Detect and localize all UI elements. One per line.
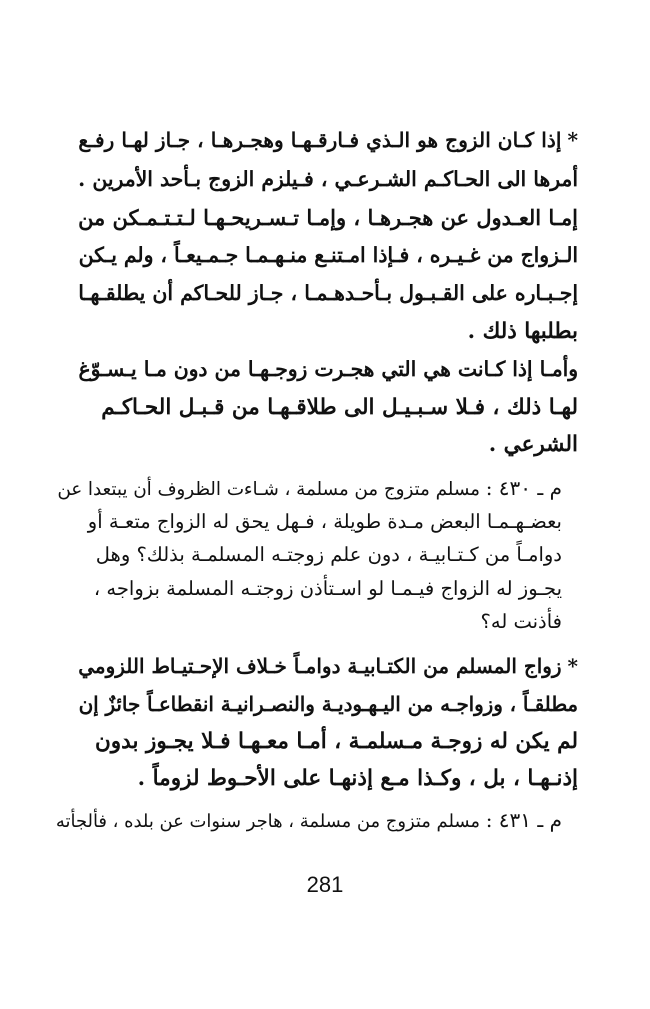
question-430-line-2: بعضـهـمـا البعض مـدة طويلة ، فـهل يحق له الزواج متعـة أو	[87, 510, 562, 533]
answer-1-line-1: *إذا كـان الزوج هو الـذي فـارقـهـا وهجـرهـا ، جـاز لهـا رفـع	[78, 128, 578, 152]
answer-1-line-2: أمرها الى الحـاكـم الشـرعـي ، فـيلزم الزوج بـأحد الأمرين .	[78, 167, 578, 191]
answer-1-line-3: إمـا العـدول عن هجـرهـا ، وإمـا تـسـريحـهـا لـتـتـمـكن من	[78, 205, 578, 230]
answer-2-line-1: وأمـا إذا كـانت هي التي هجـرت زوجـهـا من دون مـا يـسـوّغ	[78, 357, 578, 381]
question-431-line-1: م ـ ٤٣١ : مسلم متزوج من مسلمة ، هاجر سنوات عن بلده ، فألجأته	[55, 808, 562, 832]
question-430-line-4: يجـوز له الزواج فيـمـا لو اسـتأذن زوجتـه المسلمة بزواجه ،	[93, 577, 562, 600]
question-number: م ـ ٤٣١ :	[485, 808, 562, 832]
answer-3-line-4: إذنـهـا ، بل ، وكـذا مـع إذنهـا على الأحـوط لزوماً .	[137, 766, 578, 791]
page-number: 281	[306, 872, 344, 897]
question-430-line-3: دوامـاً من كـتـابيـة ، دون علم زوجتـه المسلمـة بذلك؟ وهل	[95, 543, 562, 566]
answer-2-line-2: لهـا ذلك ، فـلا سـبـيـل الى طلاقـهـا من قـبـل الحـاكـم	[101, 395, 578, 420]
asterisk-icon: *	[567, 654, 578, 678]
answer-1-line-6: بطلبها ذلك .	[467, 319, 578, 344]
answer-1-line-4: الـزواج من غـيـره ، فـإذا امـتنـع منـهـمـا جـمـيعـاً ، ولم يـكن	[78, 243, 578, 267]
question-430-line-5: فأذنت له؟	[480, 610, 562, 633]
answer-2-line-3: الشرعي .	[488, 432, 578, 457]
question-number: م ـ ٤٣٠ :	[485, 476, 562, 500]
asterisk-icon: *	[567, 128, 578, 152]
answer-3-line-2: مطلقـاً ، وزواجـه من اليـهـوديـة والنصـرانيـة انقطاعـاً جائزٌ إن	[78, 692, 578, 716]
answer-1-line-5: إجـبـاره على القـبـول بـأحـدهـمـا ، جـاز للحـاكم أن يطلقـهـا	[78, 281, 578, 305]
question-430-line-1: م ـ ٤٣٠ : مسلم متزوج من مسلمة ، شـاءت الظروف أن يبتعدا عن	[57, 476, 562, 500]
answer-3-line-1: *زواج المسلم من الكتـابيـة دوامـاً خـلاف الإحـتيـاط اللزومي	[78, 654, 578, 678]
answer-3-line-3: لم يكن له زوجـة مـسلمـة ، أمـا معـهـا فـلا يجـوز بدون	[95, 729, 578, 754]
